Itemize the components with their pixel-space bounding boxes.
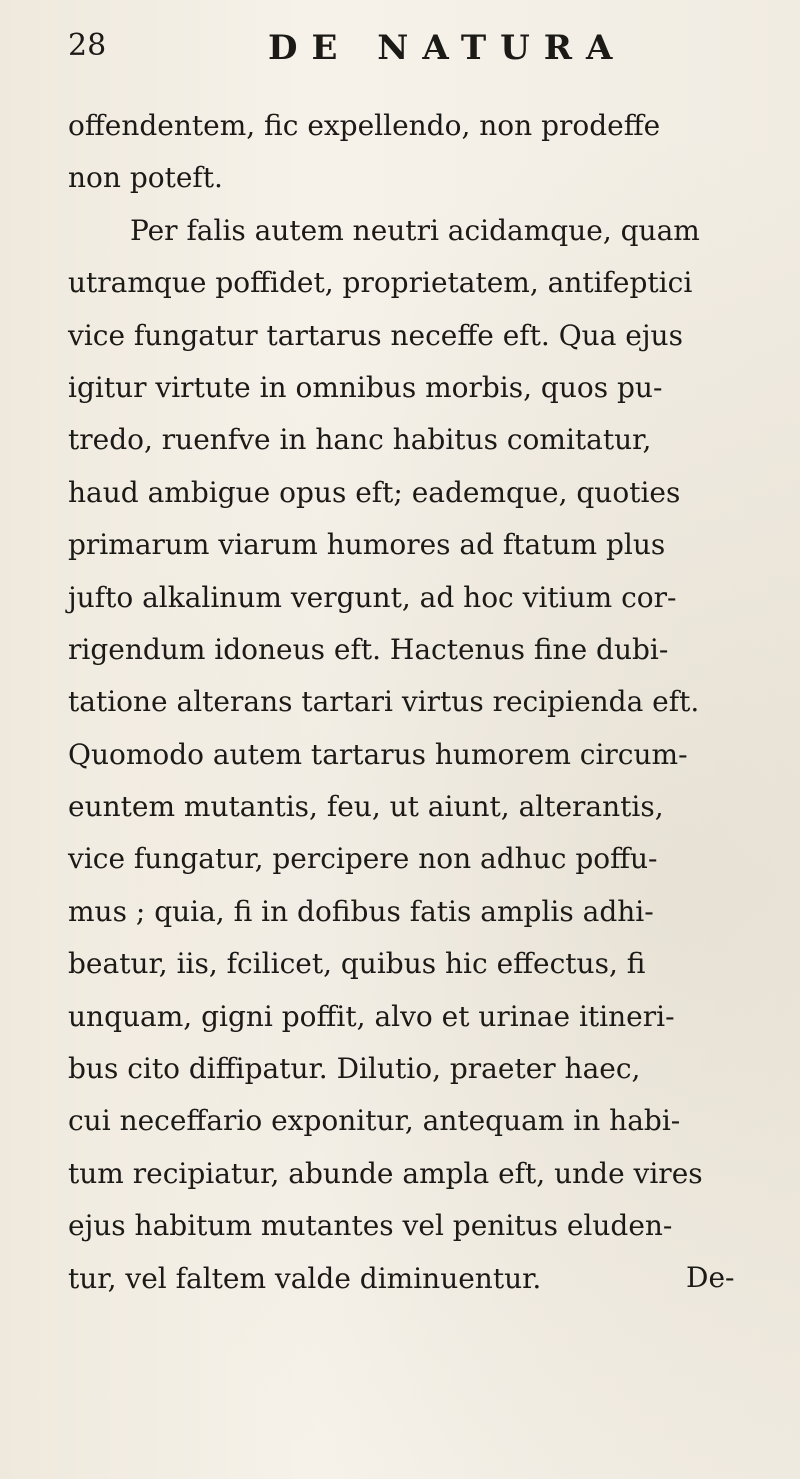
running-title: DE NATURA [268,28,627,68]
text-line: cui neceffario exponitur, antequam in habi- [68,1104,681,1138]
text-line: igitur virtute in omnibus morbis, quos pu- [68,370,663,404]
text-line: Per falis autem neutri acidamque, quam [130,213,700,247]
text-line: haud ambigue opus eft; eademque, quoties [68,475,681,509]
text-line: Quomodo autem tartarus humorem circum- [68,737,688,771]
text-line: non poteft. [68,161,223,195]
text-line: offendentem, fic expellendo, non prodeffe [68,109,661,142]
text-line: tum recipiatur, abunde ampla eft, unde vires [68,1156,703,1190]
text-line: tatione alterans tartari virtus recipienda eft. [68,685,700,719]
body-text [68,100,768,1305]
catchword: De- [686,1261,735,1294]
text-line: primarum viarum humores ad ftatum plus [68,528,666,562]
text-line: beatur, iis, fcilicet, quibus hic effectus, fi [68,947,646,981]
page-header [68,28,748,78]
text-line: jufto alkalinum vergunt, ad hoc vitium cor- [68,580,677,614]
text-line: unquam, gigni poffit, alvo et urinae itineri- [68,999,675,1033]
text-line: rigendum idoneus eft. Hactenus fine dubi- [68,632,669,666]
text-line: tur, vel faltem valde diminuentur. [68,1261,542,1295]
text-line: mus ; quia, fi in dofibus fatis amplis adhi- [68,894,654,928]
text-line: bus cito diffipatur. Dilutio, praeter haec, [68,1052,641,1086]
text-line: ejus habitum mutantes vel penitus eluden- [68,1209,673,1243]
text-line: tredo, ruenfve in hanc habitus comitatur, [68,423,652,457]
text-line: utramque poffidet, proprietatem, antifeptici [68,266,693,300]
text-line: euntem mutantis, feu, ut aiunt, alterantis, [68,790,664,824]
text-line: vice fungatur, percipere non adhuc poffu- [68,842,658,876]
text-line: vice fungatur tartarus neceffe eft. Qua ejus [68,318,683,352]
page-number: 28 [68,28,107,63]
